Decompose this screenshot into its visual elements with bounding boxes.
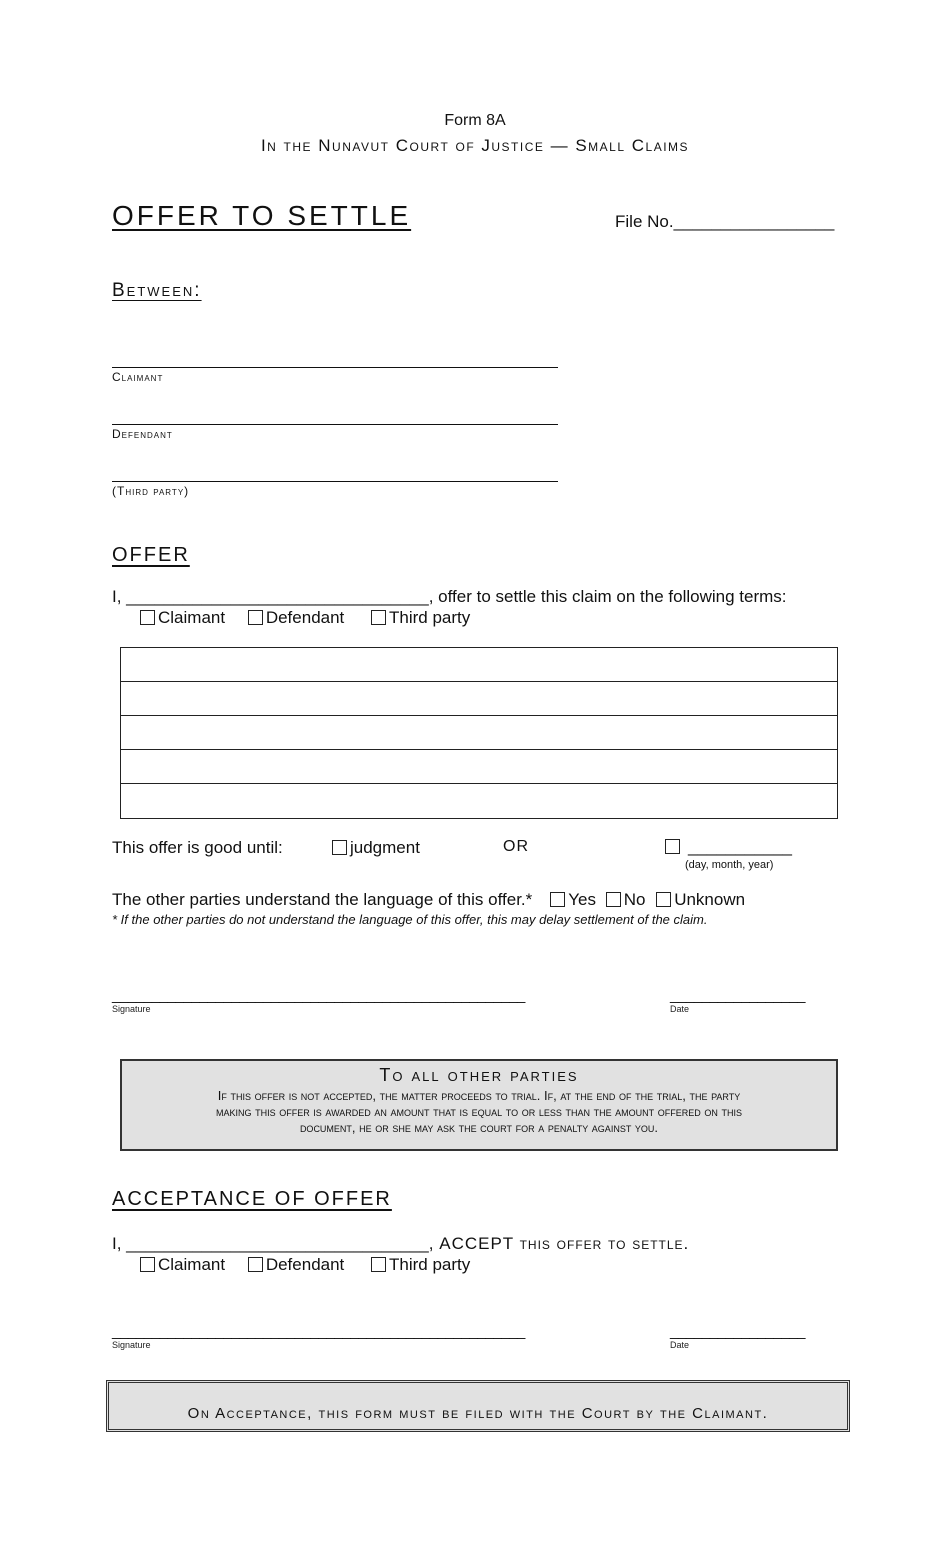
checkbox-icon[interactable] bbox=[248, 1257, 263, 1272]
form-number: Form 8A bbox=[444, 112, 506, 129]
offer-name-field[interactable]: ________________________________ bbox=[126, 587, 429, 606]
offer-statement bbox=[112, 587, 787, 607]
acceptance-date-line[interactable]: _________________ bbox=[670, 1323, 806, 1340]
acceptance-date-label: Date bbox=[670, 1340, 690, 1350]
acceptance-signature-label: Signature bbox=[112, 1340, 151, 1350]
language-yes-option-label: Yes bbox=[568, 890, 596, 909]
checkbox-icon[interactable] bbox=[371, 1257, 386, 1272]
checkbox-icon[interactable] bbox=[606, 892, 621, 907]
acceptance-claimant-option-label: Claimant bbox=[158, 1255, 226, 1274]
defendant-line[interactable] bbox=[112, 424, 558, 425]
terms-row[interactable] bbox=[121, 682, 837, 716]
notice-heading: To all other parties bbox=[379, 1065, 579, 1085]
offer-defendant-option[interactable] bbox=[248, 608, 344, 627]
good-until-label: This offer is good until: bbox=[112, 838, 283, 857]
between-heading: Between: bbox=[112, 280, 202, 301]
offer-date-label: Date bbox=[670, 1004, 690, 1014]
court-title: In the Nunavut Court of Justice — Small Claims bbox=[260, 136, 690, 155]
language-no-option[interactable] bbox=[606, 890, 646, 909]
acceptance-defendant-option[interactable] bbox=[248, 1255, 344, 1274]
file-number bbox=[615, 212, 834, 232]
notice-line: If this offer is not accepted, the matter proceeds to trial. If, at the end of the trial, the party bbox=[217, 1088, 741, 1103]
footer-notice bbox=[106, 1380, 850, 1432]
acceptance-party-options bbox=[140, 1255, 470, 1275]
offer-party-options bbox=[140, 608, 470, 628]
language-question bbox=[112, 890, 745, 910]
checkbox-icon[interactable] bbox=[140, 1257, 155, 1272]
language-yes-option[interactable] bbox=[550, 890, 596, 909]
third-party-line[interactable] bbox=[112, 481, 558, 482]
third-party-label: (Third party) bbox=[112, 484, 190, 498]
language-unknown-option-label: Unknown bbox=[674, 890, 746, 909]
notice-line: document, he or she may ask the court for a penalty against you. bbox=[299, 1120, 659, 1135]
acceptance-defendant-option-label: Defendant bbox=[265, 1255, 345, 1274]
offer-statement-prefix: I, bbox=[112, 587, 127, 606]
judgment-option-label: judgment bbox=[350, 838, 420, 857]
date-field[interactable]: ___________ bbox=[688, 837, 793, 856]
terms-row[interactable] bbox=[121, 716, 837, 750]
offer-claimant-option-label: Claimant bbox=[158, 608, 226, 627]
language-no-option-label: No bbox=[623, 890, 646, 909]
terms-row[interactable] bbox=[121, 784, 837, 818]
checkbox-icon[interactable] bbox=[371, 610, 386, 625]
language-unknown-option[interactable] bbox=[656, 890, 745, 909]
acceptance-name-field[interactable]: ________________________________ bbox=[126, 1234, 429, 1253]
offer-defendant-option-label: Defendant bbox=[265, 608, 345, 627]
or-label: OR bbox=[503, 838, 529, 855]
terms-row[interactable] bbox=[121, 750, 837, 784]
acceptance-statement bbox=[112, 1234, 689, 1254]
language-question-text: The other parties understand the language of this offer.* bbox=[112, 890, 533, 909]
judgment-option[interactable] bbox=[332, 838, 420, 858]
notice-all-parties bbox=[120, 1059, 838, 1151]
acceptance-claimant-option[interactable] bbox=[140, 1255, 225, 1274]
acceptance-statement-prefix: I, bbox=[112, 1234, 127, 1253]
acceptance-third-party-option-label: Third party bbox=[389, 1255, 471, 1274]
file-number-label: File No. bbox=[615, 212, 674, 231]
acceptance-heading: ACCEPTANCE OF OFFER bbox=[112, 1188, 392, 1210]
checkbox-icon[interactable] bbox=[665, 839, 680, 854]
notice-line: making this offer is awarded an amount that is equal to or less than the amount offered on this bbox=[215, 1104, 743, 1119]
acceptance-third-party-option[interactable] bbox=[371, 1255, 470, 1274]
offer-signature-label: Signature bbox=[112, 1004, 151, 1014]
acceptance-signature-line[interactable]: ____________________________________________________ bbox=[112, 1323, 525, 1340]
page-title: OFFER TO SETTLE bbox=[112, 200, 412, 231]
checkbox-icon[interactable] bbox=[550, 892, 565, 907]
footer-notice-text: On Acceptance, this form must be filed with the Court by the Claimant. bbox=[187, 1405, 769, 1422]
offer-third-party-option[interactable] bbox=[371, 608, 470, 627]
terms-row[interactable] bbox=[121, 648, 837, 682]
offer-terms-table bbox=[120, 647, 838, 819]
offer-date-line[interactable]: _________________ bbox=[670, 987, 806, 1004]
offer-claimant-option[interactable] bbox=[140, 608, 225, 627]
acceptance-statement-suffix: , ACCEPT this offer to settle. bbox=[428, 1234, 690, 1253]
checkbox-icon[interactable] bbox=[656, 892, 671, 907]
offer-heading: OFFER bbox=[112, 544, 190, 566]
checkbox-icon[interactable] bbox=[248, 610, 263, 625]
checkbox-icon[interactable] bbox=[332, 840, 347, 855]
offer-statement-suffix: , offer to settle this claim on the following terms: bbox=[428, 587, 787, 606]
checkbox-icon[interactable] bbox=[140, 610, 155, 625]
file-number-field[interactable]: _________________ bbox=[673, 212, 835, 231]
date-hint: (day, month, year) bbox=[685, 859, 774, 871]
claimant-line[interactable] bbox=[112, 367, 558, 368]
date-option[interactable] bbox=[665, 837, 792, 857]
offer-signature-line[interactable]: ____________________________________________________ bbox=[112, 987, 525, 1004]
language-footnote: * If the other parties do not understand the language of this offer, this may delay settlement of the claim. bbox=[112, 912, 708, 927]
claimant-label: Claimant bbox=[112, 370, 164, 384]
offer-third-party-option-label: Third party bbox=[389, 608, 471, 627]
defendant-label: Defendant bbox=[112, 427, 173, 441]
